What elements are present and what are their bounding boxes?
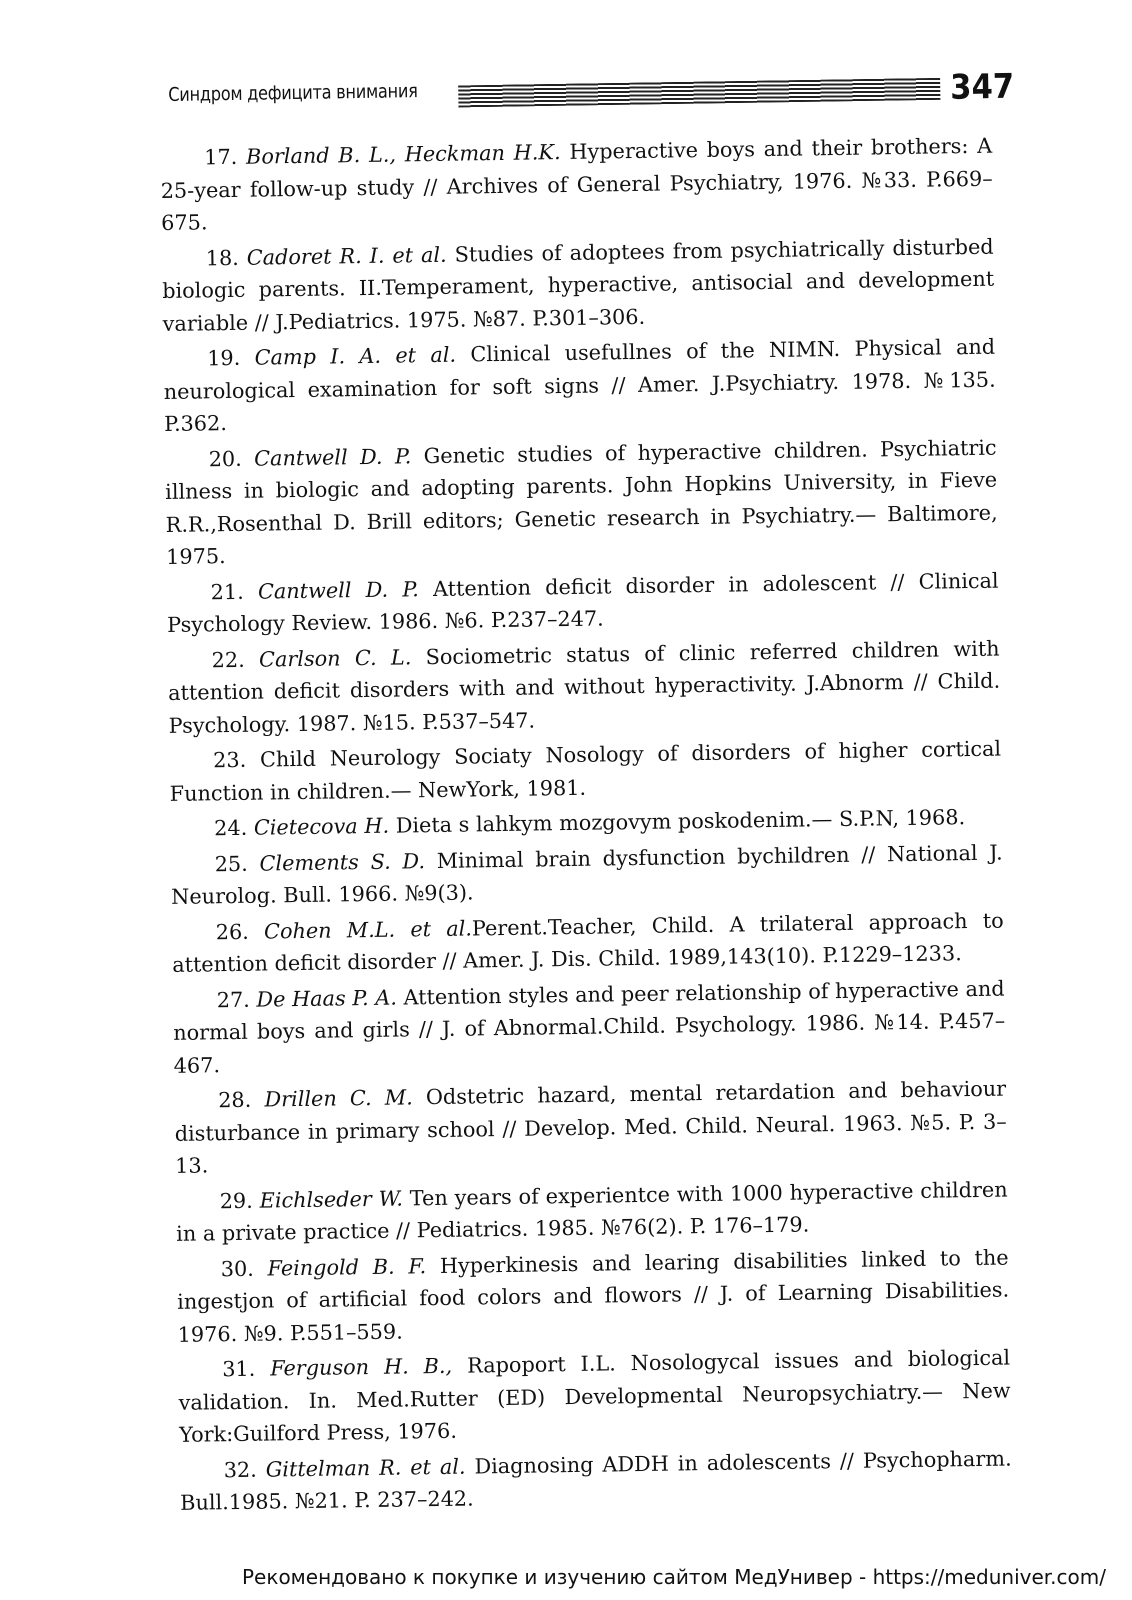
reference-item [175,1173,1008,1250]
reference-text: Sociometric status of clinic referred children with attention deficit disorders with and without hyperactivity. J.Abnorm // Child. Psychology. 1987. №15. P.537–547. [167,636,1001,738]
reference-item [174,1073,1007,1183]
reference-text: Hyperactive boys and their brothers: A 25-year follow-up study // Archives of General Psychiatry, 1976. №33. P.669–675. [160,133,993,235]
reference-item [163,331,996,441]
reference-text: Dieta s lahkym mozgovym poskodenim.— S.P.N, 1968. [395,805,966,838]
reference-text: Attention styles and peer relationship of hyperactive and normal boys and girls // J. of Abnormal.Child. Psychology. 1986. №14. P.457–467. [173,976,1006,1078]
reference-text: Clinical usefullnes of the NIMN. Physical and neurological examination for soft signs // Amer. J.Psychiatry. 1978. №135. P.362. [163,334,996,436]
reference-text: Attention deficit disorder in adolescent // Clinical Psychology Review. 1986. №6. P.237–247. [166,568,999,637]
reference-item [171,904,1004,981]
reference-number: 30. [220,1256,254,1281]
reference-author: Ferguson H. B., [270,1353,453,1381]
reference-number: 28. [218,1087,252,1113]
reference-item [179,1442,1012,1519]
reference-text: Diagnosing ADDH in adolescents // Psychopharm. Bull.1985. №21. P. 237–242. [180,1446,1012,1515]
reference-author: Cadoret R. I. et al. [246,242,447,270]
reference-item [169,733,1002,810]
reference-number: 25. [214,851,248,876]
header-rule [458,78,940,108]
reference-number: 18. [205,245,239,270]
reference-number: 23. [212,747,247,773]
reference-item [160,130,993,240]
reference-item [164,431,998,573]
reference-number: 24. [214,815,248,841]
reference-text: Perent.Teacher, Child. A trilateral approach to attention deficit disorder // Amer. J. Dis. Child. 1989,143(10). P.1229–1233. [172,908,1004,977]
reference-author: De Haas P. A. [256,985,398,1012]
reference-item [161,230,994,340]
reference-number: 27. [216,987,250,1012]
reference-number: 31. [222,1356,256,1382]
page-number: 347 [949,66,1015,108]
reference-author: Borland B. L., Heckman H.K. [245,140,561,169]
reference-number: 17. [204,144,238,170]
reference-author: Cantwell D. P. [253,443,412,471]
reference-text: Child Neurology Sociaty Nosology of disorders of higher cortical Function in children.— NewYork, 1981. [169,736,1002,806]
reference-author: Cietecova H. [253,813,390,840]
reference-item [176,1241,1009,1351]
reference-number: 26. [215,919,249,944]
reference-text: Studies of adoptees from psychiatrically disturbed biologic parents. II.Temperament, hyperactive, antisocial and development variable // J.Pediatrics. 1975. №87. P.301–306. [162,234,995,336]
reference-item [166,564,999,641]
reference-item [170,836,1003,913]
reference-text: Rapoport I.L. Nosologycal issues and biological validation. In. Med.Rutter (ED) Developmental Neuropsychiatry.— New York:Guilford Press, 1976. [178,1345,1011,1447]
reference-text: Genetic studies of hyperactive children. Psychiatric illness in biologic and adopting parents. John Hopkins University, in Fieve R.R.,Rosenthal D. Brill editors; Genetic research in Psychiatry.— Baltimore, 1975. [165,435,998,569]
page-header [168,65,1015,134]
reference-item [167,632,1000,742]
reference-author: Gittelman R. et al. [265,1454,466,1482]
reference-text: Hyperkinesis and learing disabilities linked to the ingestjon of artificial food colors and flowors // J. of Learning Disabilities. 1976. №9. P.551–559. [177,1245,1010,1347]
reference-author: Carlson C. L. [258,644,412,672]
reference-author: Eichlseder W. [259,1186,404,1213]
reference-author: Clements S. D. [259,848,426,876]
reference-author: Cantwell D. P. [257,576,419,604]
reference-text: Odstetric hazard, mental retardation and behaviour disturbance in primary school // Develop. Med. Child. Neural. 1963. №5. P. 3–13. [174,1076,1007,1178]
reference-number: 22. [211,647,245,672]
reference-text: Ten years of experientce with 1000 hyperactive children in a private practice // Pediatrics. 1985. №76(2). P. 176–179. [176,1177,1008,1246]
running-title: Синдром дефицита внимания [168,80,418,106]
reference-item [172,972,1005,1082]
reference-author: Feingold B. F. [267,1253,427,1281]
footer-credit: Рекомендовано к покупке и изучению сайтом МедУнивер - https://meduniver.com/ [242,1565,1106,1589]
reference-author: Camp I. A. et al. [254,342,457,370]
reference-number: 20. [208,446,242,471]
reference-number: 32. [223,1457,257,1482]
reference-author: Cohen M.L. et al. [263,915,473,944]
reference-number: 19. [207,345,241,371]
reference-number: 21. [210,579,244,604]
reference-item [178,1342,1011,1452]
reference-text: Minimal brain dysfunction bychildren // National J. Neurolog. Bull. 1966. №9(3). [171,840,1003,909]
reference-author: Drillen C. M. [264,1085,413,1112]
reference-list [160,130,1012,1523]
reference-number: 29. [219,1188,253,1213]
